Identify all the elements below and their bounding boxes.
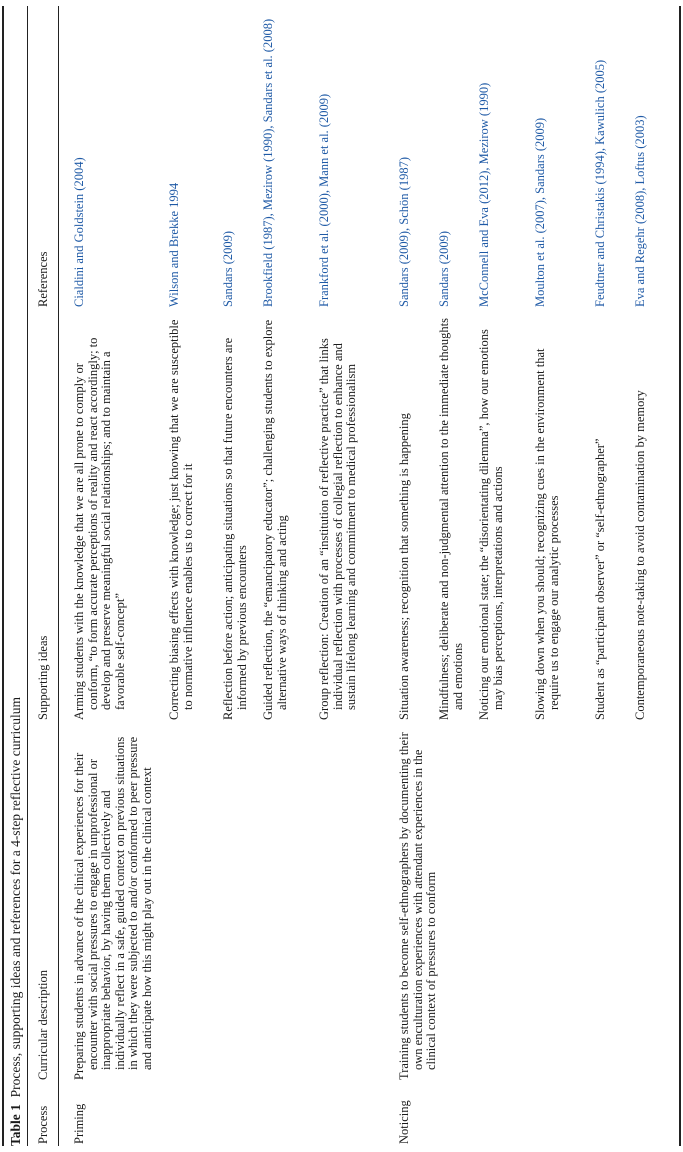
refs-priming-2: Wilson and Brekke 1994 [167, 182, 181, 307]
idea-noticing-1: Situation awareness; recognition that something is happening [397, 413, 411, 720]
table-title [8, 697, 24, 1146]
description-noticing: Training students to become self-ethnographers by documenting their own enculturation experiences with attendant experiences in the clinical context of pressures to conform [397, 732, 439, 1080]
header-curricular-description: Curricular description [36, 969, 50, 1080]
refs-priming-4: Brookfield (1987), Mezirow (1990), Sandars et al. (2008) [261, 18, 275, 307]
table-caption: Process, supporting ideas and references for a 4-step reflective curriculum [8, 697, 23, 1098]
header-process: Process [36, 1105, 50, 1144]
description-priming: Preparing students in advance of the clinical experiences for their encounter with social pressures to engage in unprofessional or inappropriate behavior, by having them collectively and individually reflect in a safe, guided context on previous situations in which they were subjected to and/or conformed to peer pressure and anticipate how this might play out in the clinical context [72, 736, 154, 1080]
header-bottom-rule [58, 6, 59, 1146]
idea-noticing-4: Slowing down when you should; recognizing cues in the environment that require us to engage our analytic processes [533, 348, 561, 720]
header-references: References [36, 251, 50, 307]
process-noticing: Noticing [397, 1100, 411, 1144]
table-label: Table 1 [8, 1104, 23, 1146]
header-top-rule [27, 6, 28, 1146]
refs-noticing-2: Sandars (2009) [437, 230, 451, 307]
idea-priming-4: Guided reflection, the “emancipatory educator”; challenging students to explore alternative ways of thinking and acting [261, 319, 289, 720]
idea-priming-5: Group reflection: Creation of an “institution of reflective practice” that links individual reflection with processes of collegial reflection to enhance and sustain lifelong learning and commitment to medical professionalism [317, 338, 359, 720]
refs-priming-3: Sandars (2009) [221, 230, 235, 307]
header-supporting-ideas: Supporting ideas [36, 635, 50, 720]
process-priming: Priming [72, 1103, 86, 1144]
idea-priming-2: Correcting biasing effects with knowledge; just knowing that we are susceptible to normative influence enables us to correct for it [167, 319, 195, 720]
idea-noticing-5: Student as “participant observer” or “self-ethnographer” [593, 438, 607, 720]
refs-priming-1: Cialdini and Goldstein (2004) [72, 157, 86, 307]
refs-noticing-6: Eva and Regehr (2008), Loftus (2003) [633, 115, 647, 307]
bottom-rule [679, 6, 681, 1146]
idea-noticing-6: Contemporaneous note-taking to avoid contamination by memory [633, 390, 647, 720]
idea-priming-3: Reflection before action; anticipating situations so that future encounters are informed by previous encounters [221, 337, 249, 720]
idea-noticing-2: Mindfulness; deliberate and non-judgmental attention to the immediate thoughts and emotions [437, 318, 465, 720]
refs-noticing-3: McConnell and Eva (2012), Mezirow (1990) [477, 82, 491, 307]
idea-priming-1: Arming students with the knowledge that we are all prone to comply or conform, “to form accurate perceptions of reality and react accordingly; to develop and preserve meaningful social relationships; and to maintain a favorable self-concept” [72, 337, 127, 720]
refs-noticing-4: Moulton et al. (2007), Sandars (2009) [533, 117, 547, 307]
refs-noticing-1: Sandars (2009), Schön (1987) [397, 157, 411, 307]
idea-noticing-3: Noticing our emotional state; the “disorientating dilemma”, how our emotions may bias perceptions, interpretations and actions [477, 329, 505, 720]
refs-noticing-5: Feudtner and Christakis (1994), Kawulich (2005) [593, 59, 607, 307]
top-rule [2, 6, 4, 1146]
refs-priming-5: Frankford et al. (2000), Mann et al. (2009) [317, 93, 331, 307]
